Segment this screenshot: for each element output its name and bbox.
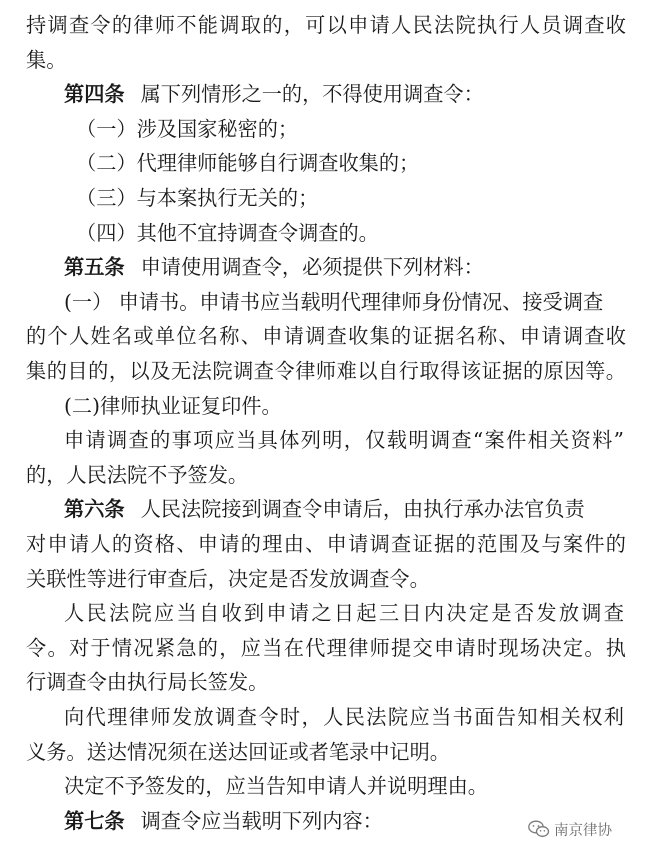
- text-line: 的，人民法院不予签发。: [26, 462, 249, 487]
- text-line: 集的目的，以及无法院调查令律师难以自行取得该证据的原因等。: [26, 359, 626, 383]
- article-number: 第四条: [64, 82, 125, 107]
- text-line: 申请调查的事项应当具体列明，仅载明调查“案件相关资料”: [64, 428, 624, 453]
- watermark-label: 南京律协: [554, 822, 612, 839]
- article-heading-line: [64, 492, 624, 526]
- wechat-icon: [528, 820, 550, 838]
- article-number: 第六条: [64, 497, 125, 522]
- article-number: 第五条: [64, 255, 125, 280]
- text-line: (二)律师执业证复印件。: [64, 393, 282, 418]
- text-line: 持调查令的律师不能调取的，可以申请人民法院执行人员调查收: [26, 13, 626, 37]
- watermark: [528, 814, 638, 844]
- article-heading-line: [64, 77, 624, 111]
- text-line: (一） 申请书。申请书应当载明代理律师身份情况、接受调查: [64, 289, 604, 314]
- text-line: （二）代理律师能够自行调查收集的；: [76, 151, 420, 176]
- article-heading-line: [64, 250, 624, 284]
- article-number: 第七条: [64, 808, 125, 833]
- text-line: （四）其他不宜持调查令调查的。: [76, 220, 379, 245]
- text-line: 义务。送达情况须在送达回证或者笔录中记明。: [26, 739, 450, 764]
- article-text: 调查令应当载明下列内容：: [140, 808, 383, 833]
- text-line: （一）涉及国家秘密的；: [76, 116, 299, 141]
- text-line: 决定不予签发的，应当告知申请人并说明理由。: [64, 774, 488, 799]
- text-line: 向代理律师发放调查令时，人民法院应当书面告知相关权利: [64, 705, 624, 729]
- article-text: 属下列情形之一的，不得使用调查令：: [140, 82, 484, 107]
- article-text: 申请使用调查令，必须提供下列材料：: [140, 255, 484, 280]
- text-line: 人民法院应当自收到申请之日起三日内决定是否发放调查: [64, 601, 624, 626]
- text-line: 行调查令由执行局长签发。: [26, 670, 269, 695]
- text-line: 集。: [26, 47, 67, 72]
- text-line: （三）与本案执行无关的；: [76, 186, 319, 210]
- text-line: 对申请人的资格、申请的理由、申请调查证据的范围及与案件的: [26, 532, 626, 556]
- text-line: 关联性等进行审查后，决定是否发放调查令。: [26, 566, 430, 591]
- text-line: 的个人姓名或单位名称、申请调查收集的证据名称、申请调查收: [26, 324, 626, 349]
- text-line: 令。对于情况紧急的，应当在代理律师提交申请时现场决定。执: [26, 635, 626, 660]
- article-text: 人民法院接到调查令申请后，由执行承办法官负责: [140, 497, 585, 522]
